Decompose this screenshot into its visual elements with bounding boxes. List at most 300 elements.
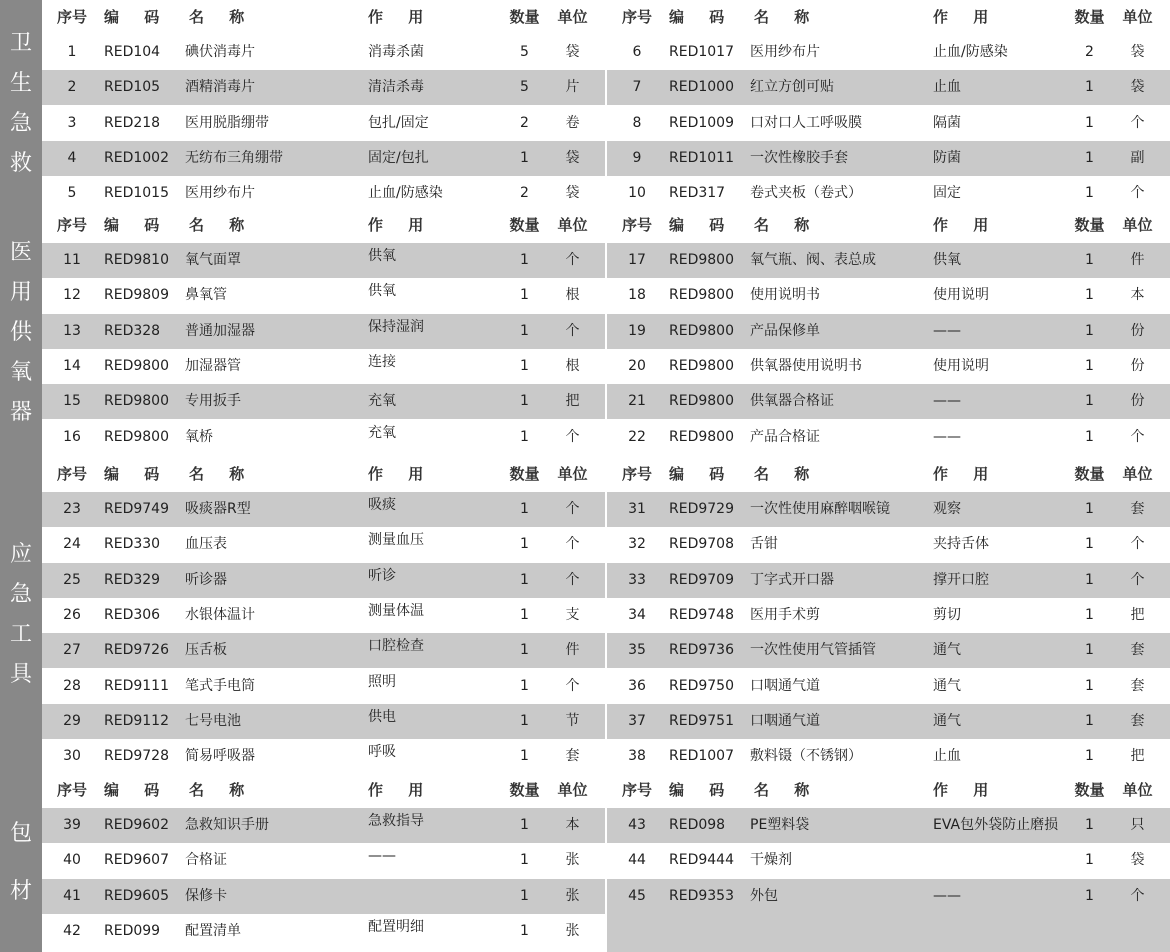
item-no: 29: [63, 712, 81, 729]
item-qty: 1: [1085, 79, 1094, 96]
item-unit: 根: [565, 287, 580, 304]
item-code: RED9111: [104, 677, 169, 694]
list-item: [607, 492, 1170, 527]
list-item: [42, 106, 605, 141]
list-item: [42, 598, 605, 633]
header-code: 编 码: [104, 465, 170, 483]
item-code: RED317: [669, 185, 726, 202]
item-unit: 袋: [1130, 79, 1145, 96]
item-unit: 套: [1130, 712, 1145, 729]
item-qty: 1: [520, 748, 529, 765]
item-use: 测量体温: [368, 602, 424, 619]
item-unit: 个: [565, 571, 580, 588]
item-code: RED9353: [669, 887, 734, 904]
header-qty: 数量: [509, 781, 540, 799]
header-code: 编 码: [669, 465, 735, 483]
item-unit: 本: [1130, 287, 1145, 304]
item-use: ——: [933, 393, 961, 410]
list-item: [42, 879, 605, 914]
item-qty: 5: [520, 79, 529, 96]
header-use: 作 用: [368, 781, 434, 799]
item-qty: 1: [520, 428, 529, 445]
list-item: [607, 35, 1170, 70]
item-name: 氧气瓶、阀、表总成: [750, 252, 876, 268]
item-no: 45: [628, 887, 646, 904]
item-use: 通气: [933, 642, 961, 659]
item-name: 产品合格证: [750, 428, 820, 445]
item-code: RED104: [104, 44, 161, 60]
item-no: 34: [628, 606, 646, 623]
item-use: 剪切: [933, 606, 961, 623]
item-name: 舌钳: [750, 536, 778, 553]
item-unit: 套: [1130, 677, 1145, 694]
item-use: 吸痰: [368, 497, 396, 513]
item-name: 无纺布三角绷带: [185, 149, 283, 166]
list-item: [42, 563, 605, 598]
item-no: 3: [67, 114, 77, 131]
header-name: 名 称: [189, 781, 255, 799]
empty-row: [607, 914, 1170, 952]
item-no: 35: [628, 642, 646, 659]
section-label: [0, 773, 42, 952]
item-use: 包扎/固定: [368, 114, 429, 131]
header-no: 序号: [621, 781, 652, 799]
item-name: 合格证: [185, 852, 227, 869]
item-use: 连接: [368, 353, 396, 370]
item-code: RED1011: [669, 149, 734, 166]
item-code: RED9749: [104, 501, 169, 517]
item-use: [368, 879, 508, 914]
item-name: 一次性使用麻醉咽喉镜: [750, 501, 890, 517]
item-unit: 个: [1130, 887, 1145, 904]
section-first-aid: [0, 0, 1170, 208]
item-name: PE塑料袋: [750, 817, 810, 833]
item-unit: 个: [565, 428, 580, 445]
item-name: 医用手术剪: [750, 606, 820, 623]
item-unit: 个: [1130, 428, 1145, 445]
item-qty: 1: [520, 252, 529, 268]
item-use: 夹持舌体: [933, 536, 989, 553]
item-name: 血压表: [185, 536, 227, 553]
item-use: 止血/防感染: [933, 44, 1008, 60]
item-use: 止血: [933, 748, 961, 765]
list-item: [42, 633, 605, 668]
item-name: 医用纱布片: [750, 44, 820, 60]
item-no: 17: [628, 252, 646, 268]
list-item: [607, 243, 1170, 278]
item-qty: 1: [520, 642, 529, 659]
item-code: RED099: [104, 922, 161, 939]
item-no: 7: [632, 79, 642, 96]
item-unit: 本: [565, 817, 580, 833]
list-item: [607, 384, 1170, 419]
section-half-right: [607, 457, 1170, 773]
item-qty: 1: [520, 393, 529, 410]
item-use: 防菌: [933, 149, 961, 166]
list-item: [607, 141, 1170, 176]
item-use: ——: [933, 428, 961, 445]
item-code: RED9800: [669, 287, 734, 304]
section-packaging: [0, 773, 1170, 952]
list-item: [42, 141, 605, 176]
item-code: RED9800: [669, 252, 734, 268]
list-item: [607, 563, 1170, 598]
header-name: 名 称: [754, 465, 820, 483]
header-name: 名 称: [754, 781, 820, 799]
item-name: 吸痰器R型: [185, 501, 251, 517]
header-unit: 单位: [557, 216, 588, 234]
section-oxygen: [0, 208, 1170, 457]
item-no: 38: [628, 748, 646, 765]
item-unit: 个: [565, 252, 580, 268]
header-no: 序号: [56, 781, 87, 799]
table-header-row: [607, 208, 1170, 243]
item-code: RED328: [104, 322, 161, 339]
section-label-char: 急: [9, 582, 32, 607]
item-code: RED1009: [669, 114, 734, 131]
item-unit: 个: [565, 677, 580, 694]
header-qty: 数量: [509, 8, 540, 26]
header-code: 编 码: [104, 8, 170, 26]
item-qty: 2: [1085, 44, 1094, 60]
header-no: 序号: [621, 216, 652, 234]
item-unit: 件: [565, 642, 580, 659]
item-code: RED1015: [104, 185, 169, 202]
section-label-char: 应: [9, 542, 32, 567]
header-code: 编 码: [669, 216, 735, 234]
table-header-row: [42, 773, 605, 808]
item-name: 卷式夹板（卷式）: [750, 185, 862, 202]
item-no: 40: [63, 852, 81, 869]
item-unit: 份: [1130, 357, 1145, 374]
header-unit: 单位: [557, 781, 588, 799]
item-qty: 1: [1085, 536, 1094, 553]
item-use: 呼吸: [368, 744, 396, 761]
item-no: 22: [628, 428, 646, 445]
item-unit: 袋: [565, 44, 580, 60]
item-use: 观察: [933, 501, 961, 517]
item-use: 清洁杀毒: [368, 79, 424, 96]
item-name: 配置清单: [185, 922, 241, 939]
item-name: 压舌板: [185, 642, 227, 659]
item-no: 36: [628, 677, 646, 694]
item-use: 使用说明: [933, 357, 989, 374]
list-item: [42, 314, 605, 349]
list-item: [42, 384, 605, 419]
item-unit: 个: [565, 536, 580, 553]
item-use: 充氧: [368, 393, 396, 410]
list-item: [607, 314, 1170, 349]
item-code: RED218: [104, 114, 161, 131]
item-no: 18: [628, 287, 646, 304]
item-unit: 个: [565, 322, 580, 339]
section-half-left: [42, 0, 605, 208]
item-name: 七号电池: [185, 712, 241, 729]
item-use: ——: [368, 848, 396, 865]
item-no: 4: [67, 149, 77, 166]
header-use: 作 用: [933, 8, 999, 26]
list-item: [607, 598, 1170, 633]
header-qty: 数量: [1074, 8, 1105, 26]
item-unit: 支: [565, 606, 580, 623]
list-item: [607, 879, 1170, 914]
item-qty: 1: [520, 712, 529, 729]
item-code: RED9800: [104, 428, 169, 445]
item-code: RED330: [104, 536, 161, 553]
item-qty: 1: [1085, 748, 1094, 765]
item-no: 44: [628, 852, 646, 869]
item-code: RED9800: [669, 393, 734, 410]
section-label-char: 工: [9, 622, 32, 647]
list-item: [607, 349, 1170, 384]
list-item: [42, 492, 605, 527]
item-name: 鼻氧管: [185, 287, 227, 304]
header-unit: 单位: [1122, 781, 1153, 799]
item-name: 医用纱布片: [185, 185, 255, 202]
item-qty: 1: [1085, 501, 1094, 517]
header-unit: 单位: [557, 8, 588, 26]
list-item: [42, 420, 605, 455]
item-name: 外包: [750, 887, 778, 904]
item-unit: 张: [565, 922, 580, 939]
item-qty: 1: [1085, 817, 1094, 833]
header-use: 作 用: [933, 216, 999, 234]
item-no: 9: [632, 149, 642, 166]
item-name: 供氧器合格证: [750, 393, 834, 410]
item-unit: 个: [565, 501, 580, 517]
item-qty: 1: [1085, 571, 1094, 588]
item-no: 28: [63, 677, 81, 694]
section-label-char: 急: [9, 111, 32, 136]
item-no: 13: [63, 322, 81, 339]
item-code: RED9800: [104, 357, 169, 374]
item-use: 急救指导: [368, 813, 424, 829]
item-name: 简易呼吸器: [185, 748, 255, 765]
table-header-row: [42, 208, 605, 243]
item-code: RED9726: [104, 642, 169, 659]
item-unit: 把: [1130, 606, 1145, 623]
item-unit: 把: [565, 393, 580, 410]
item-code: RED9728: [104, 748, 169, 765]
item-name: 口咽通气道: [750, 677, 820, 694]
table-header-row: [607, 0, 1170, 35]
item-name: 急救知识手册: [185, 817, 269, 833]
section-label-char: 具: [9, 662, 32, 687]
list-item: [607, 278, 1170, 313]
item-use: 通气: [933, 712, 961, 729]
item-qty: 1: [1085, 322, 1094, 339]
table-header-row: [607, 457, 1170, 492]
table-header-row: [607, 773, 1170, 808]
header-qty: 数量: [1074, 465, 1105, 483]
item-name: 敷料镊（不锈钢）: [750, 748, 862, 765]
item-use: ——: [933, 887, 961, 904]
item-unit: 袋: [565, 149, 580, 166]
list-item: [42, 808, 605, 843]
section-label: [0, 208, 42, 457]
item-use: ——: [933, 322, 961, 339]
section-label-char: 材: [9, 878, 32, 904]
header-name: 名 称: [189, 8, 255, 26]
item-qty: 1: [1085, 428, 1094, 445]
list-item: [607, 176, 1170, 211]
section-tools: [0, 457, 1170, 773]
item-unit: 节: [565, 712, 580, 729]
header-name: 名 称: [189, 465, 255, 483]
item-code: RED9751: [669, 712, 734, 729]
section-label: [0, 457, 42, 773]
item-no: 27: [63, 642, 81, 659]
item-name: 口咽通气道: [750, 712, 820, 729]
section-half-left: [42, 773, 605, 952]
item-qty: 1: [520, 852, 529, 869]
item-name: 碘伏消毒片: [185, 44, 255, 60]
item-use: 撑开口腔: [933, 571, 989, 588]
item-name: 丁字式开口器: [750, 571, 834, 588]
header-unit: 单位: [1122, 465, 1153, 483]
item-no: 24: [63, 536, 81, 553]
section-label-char: 包: [9, 820, 32, 846]
item-code: RED9444: [669, 852, 734, 869]
section-label-char: 供: [9, 319, 32, 345]
item-name: 水银体温计: [185, 606, 255, 623]
list-item: [42, 843, 605, 878]
item-use: 配置明细: [368, 918, 424, 935]
item-unit: 份: [1130, 393, 1145, 410]
item-name: 笔式手电筒: [185, 677, 255, 694]
item-name: 医用脱脂绷带: [185, 114, 269, 131]
item-qty: 5: [520, 44, 529, 60]
item-qty: 1: [1085, 606, 1094, 623]
item-code: RED9800: [669, 357, 734, 374]
item-name: 一次性橡胶手套: [750, 149, 848, 166]
item-code: RED9809: [104, 287, 169, 304]
item-code: RED329: [104, 571, 161, 588]
item-code: RED9750: [669, 677, 734, 694]
section-label-char: 医: [9, 239, 32, 265]
item-use: 供氧: [933, 252, 961, 268]
item-use: 固定: [933, 185, 961, 202]
list-item: [607, 420, 1170, 455]
list-item: [42, 349, 605, 384]
header-unit: 单位: [1122, 8, 1153, 26]
item-unit: 份: [1130, 322, 1145, 339]
item-no: 11: [63, 252, 81, 268]
item-qty: 1: [1085, 677, 1094, 694]
item-code: RED9602: [104, 817, 169, 833]
item-qty: 1: [520, 887, 529, 904]
header-name: 名 称: [754, 8, 820, 26]
item-qty: 1: [520, 677, 529, 694]
item-name: 使用说明书: [750, 287, 820, 304]
item-use: 口腔检查: [368, 638, 424, 655]
item-no: 20: [628, 357, 646, 374]
item-code: RED1002: [104, 149, 169, 166]
item-unit: 张: [565, 887, 580, 904]
item-code: RED1000: [669, 79, 734, 96]
item-no: 2: [67, 79, 77, 96]
item-code: RED1017: [669, 44, 734, 60]
item-name: 酒精消毒片: [185, 79, 255, 96]
item-name: 氧桥: [185, 428, 213, 445]
list-item: [607, 527, 1170, 562]
item-use: 隔菌: [933, 114, 961, 131]
item-no: 10: [628, 185, 646, 202]
item-qty: 1: [520, 501, 529, 517]
header-use: 作 用: [933, 781, 999, 799]
item-use: [933, 843, 1073, 878]
item-code: RED9729: [669, 501, 734, 517]
item-no: 33: [628, 571, 646, 588]
item-name: 红立方创可贴: [750, 79, 834, 96]
item-qty: 1: [520, 922, 529, 939]
item-code: RED9708: [669, 536, 734, 553]
item-unit: 只: [1130, 817, 1145, 833]
list-item: [607, 739, 1170, 774]
list-item: [42, 527, 605, 562]
item-use: 充氧: [368, 424, 396, 441]
list-item: [607, 633, 1170, 668]
item-code: RED9736: [669, 642, 734, 659]
header-code: 编 码: [669, 781, 735, 799]
item-use: 消毒杀菌: [368, 44, 424, 60]
item-no: 31: [628, 501, 646, 517]
item-qty: 1: [1085, 852, 1094, 869]
list-item: [607, 808, 1170, 843]
item-no: 16: [63, 428, 81, 445]
item-qty: 1: [1085, 149, 1094, 166]
item-use: 照明: [368, 673, 396, 690]
item-code: RED9800: [669, 428, 734, 445]
item-qty: 1: [520, 817, 529, 833]
item-unit: 个: [1130, 185, 1145, 202]
table-header-row: [42, 0, 605, 35]
item-no: 5: [67, 185, 77, 202]
item-no: 39: [63, 817, 81, 833]
item-qty: 1: [1085, 252, 1094, 268]
item-unit: 卷: [565, 114, 580, 131]
item-name: 保修卡: [185, 887, 227, 904]
item-unit: 件: [1130, 252, 1145, 268]
item-no: 23: [63, 501, 81, 517]
item-unit: 片: [565, 79, 580, 96]
header-qty: 数量: [509, 216, 540, 234]
item-no: 25: [63, 571, 81, 588]
section-half-right: [607, 208, 1170, 457]
item-qty: 1: [1085, 185, 1094, 202]
item-use: 通气: [933, 677, 961, 694]
item-name: 专用扳手: [185, 393, 241, 410]
item-qty: 1: [520, 536, 529, 553]
header-qty: 数量: [509, 465, 540, 483]
item-use: 测量血压: [368, 532, 424, 549]
item-qty: 1: [1085, 287, 1094, 304]
header-use: 作 用: [933, 465, 999, 483]
item-unit: 袋: [1130, 852, 1145, 869]
item-unit: 个: [1130, 114, 1145, 131]
item-use: 保持湿润: [368, 318, 424, 335]
header-qty: 数量: [1074, 781, 1105, 799]
item-qty: 1: [520, 357, 529, 374]
item-qty: 1: [1085, 887, 1094, 904]
item-unit: 个: [1130, 571, 1145, 588]
item-unit: 副: [1130, 149, 1145, 166]
section-label-char: 氧: [9, 359, 32, 385]
section-label: [0, 0, 42, 208]
item-no: 8: [632, 114, 642, 131]
item-qty: 1: [1085, 712, 1094, 729]
item-no: 12: [63, 287, 81, 304]
